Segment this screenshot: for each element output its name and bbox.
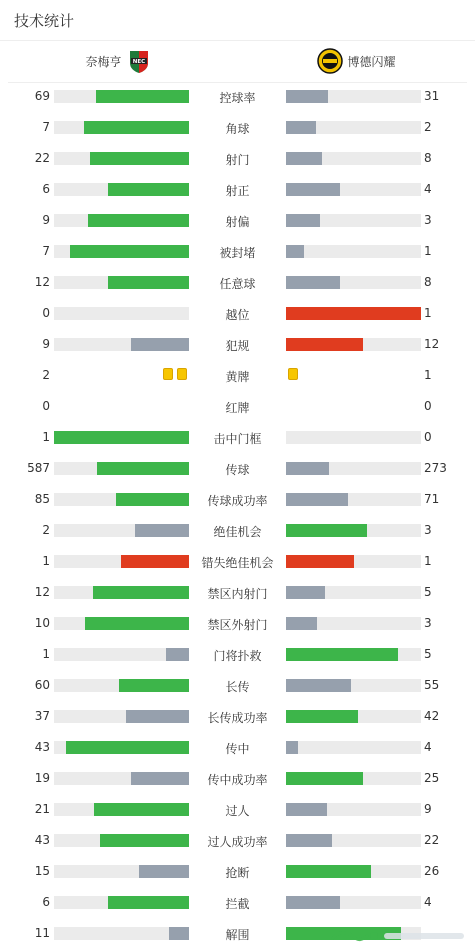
yellow-card-icon — [163, 368, 173, 380]
stat-label: 射正 — [225, 184, 250, 198]
home-stat-bar — [54, 927, 189, 940]
stat-label: 错失绝佳机会 — [201, 556, 274, 570]
home-stat-value: 7 — [42, 120, 50, 134]
home-stat-value: 6 — [42, 182, 50, 196]
stat-label: 越位 — [225, 308, 250, 322]
away-stat-bar-fill — [286, 865, 371, 878]
team-header — [0, 40, 475, 82]
stat-row — [0, 453, 475, 484]
stat-row — [0, 701, 475, 732]
stat-label: 解围 — [225, 928, 250, 942]
stat-row — [0, 484, 475, 515]
home-stat-value: 21 — [34, 802, 50, 816]
away-stat-bar-fill — [286, 307, 421, 320]
stat-row — [0, 732, 475, 763]
stat-label: 禁区内射门 — [207, 587, 268, 601]
away-stat-value: 31 — [424, 89, 440, 103]
stat-label: 过人 — [225, 804, 250, 818]
home-stat-value: 15 — [34, 864, 50, 878]
home-stat-bar — [54, 896, 189, 909]
home-stat-value: 7 — [42, 244, 50, 258]
stat-label: 禁区外射门 — [207, 618, 268, 632]
home-stat-value: 11 — [34, 926, 50, 940]
home-stat-bar — [54, 276, 189, 289]
home-stat-bar — [54, 338, 189, 351]
page-header — [0, 0, 475, 41]
away-stat-bar — [286, 741, 421, 754]
home-stat-value: 69 — [34, 89, 50, 103]
home-stat-value: 6 — [42, 895, 50, 909]
home-stat-bar — [54, 617, 189, 630]
away-stat-value: 4 — [424, 740, 432, 754]
home-stat-bar — [54, 555, 189, 568]
away-stat-value: 1 — [424, 554, 432, 568]
stat-label: 传球成功率 — [207, 494, 268, 508]
away-team-name: 博德闪耀 — [347, 54, 396, 69]
home-stat-bar-fill — [90, 152, 189, 165]
away-stat-value: 22 — [424, 833, 440, 847]
stat-row — [0, 174, 475, 205]
home-stat-value: 9 — [42, 337, 50, 351]
away-stat-value: 12 — [424, 337, 440, 351]
away-stat-value: 26 — [424, 864, 440, 878]
away-stat-bar-fill — [286, 152, 322, 165]
home-stat-bar-fill — [126, 710, 189, 723]
away-stat-value: 1 — [424, 368, 432, 382]
stat-label: 射偏 — [225, 215, 250, 229]
away-stat-value: 3 — [424, 523, 432, 537]
away-stat-bar-fill — [286, 90, 328, 103]
away-stat-bar-fill — [286, 338, 363, 351]
away-stat-value: 9 — [424, 802, 432, 816]
away-stat-bar — [286, 772, 421, 785]
away-stat-bar — [286, 90, 421, 103]
yellow-card-icon — [288, 368, 298, 380]
stat-row — [0, 670, 475, 701]
home-stat-bar-fill — [70, 245, 189, 258]
stat-row — [0, 546, 475, 577]
home-stat-value: 587 — [27, 461, 50, 475]
stat-row — [0, 856, 475, 887]
home-stat-bar — [54, 90, 189, 103]
stat-label: 长传成功率 — [207, 711, 268, 725]
away-stat-bar — [286, 865, 421, 878]
away-stat-value: 71 — [424, 492, 440, 506]
away-stat-bar — [286, 555, 421, 568]
away-stat-bar-fill — [286, 803, 327, 816]
away-stat-value: 5 — [424, 585, 432, 599]
away-stat-bar-fill — [286, 586, 325, 599]
away-stat-bar-fill — [286, 617, 317, 630]
away-stat-bar-fill — [286, 524, 367, 537]
home-stat-bar — [54, 710, 189, 723]
stat-row — [0, 577, 475, 608]
stat-label: 传球 — [225, 463, 250, 477]
home-stat-bar-fill — [93, 586, 189, 599]
watermark-icon — [330, 925, 470, 947]
page-title: 技术统计 — [14, 12, 75, 30]
stat-label: 传中成功率 — [207, 773, 268, 787]
home-stat-bar — [54, 431, 189, 444]
away-stat-bar — [286, 679, 421, 692]
away-stat-value: 273 — [424, 461, 447, 475]
home-stat-bar-fill — [139, 865, 189, 878]
stat-label: 控球率 — [219, 91, 256, 105]
away-stat-bar-fill — [286, 772, 363, 785]
away-stat-value: 5 — [424, 647, 432, 661]
stat-label: 击中门框 — [213, 432, 262, 446]
home-stat-bar — [54, 648, 189, 661]
home-stat-value: 12 — [34, 275, 50, 289]
away-stat-bar — [286, 431, 421, 444]
away-stat-bar-fill — [286, 276, 340, 289]
home-stat-value: 2 — [42, 368, 50, 382]
away-stat-bar — [286, 896, 421, 909]
stat-label: 红牌 — [225, 401, 250, 415]
home-team-logo-text: NEC — [132, 59, 145, 65]
stat-row — [0, 329, 475, 360]
away-stat-bar — [286, 245, 421, 258]
stat-row — [0, 143, 475, 174]
away-stat-bar — [286, 214, 421, 227]
home-stat-bar — [54, 493, 189, 506]
home-stat-value: 22 — [34, 151, 50, 165]
home-stat-bar-fill — [85, 617, 189, 630]
away-stat-bar — [286, 307, 421, 320]
home-stat-bar-fill — [108, 896, 189, 909]
home-stat-bar-fill — [94, 803, 189, 816]
home-stat-bar-fill — [135, 524, 189, 537]
away-stat-bar-fill — [286, 245, 304, 258]
stat-row — [0, 887, 475, 918]
away-stat-bar-fill — [286, 648, 398, 661]
home-stat-bar — [54, 803, 189, 816]
away-stat-bar — [286, 462, 421, 475]
away-stat-bar — [286, 803, 421, 816]
stat-row — [0, 639, 475, 670]
away-stat-bar — [286, 617, 421, 630]
away-stat-bar — [286, 152, 421, 165]
home-stat-bar-fill — [169, 927, 189, 940]
home-stat-value: 85 — [34, 492, 50, 506]
stat-label: 过人成功率 — [207, 835, 268, 849]
away-stat-value: 4 — [424, 895, 432, 909]
away-stat-bar-fill — [286, 679, 351, 692]
stat-label: 被封堵 — [219, 246, 256, 260]
away-stat-bar-fill — [286, 462, 329, 475]
stat-row — [0, 205, 475, 236]
stats-list — [0, 81, 475, 949]
home-stat-bar — [54, 245, 189, 258]
away-stat-value: 3 — [424, 616, 432, 630]
home-stat-bar — [54, 121, 189, 134]
away-cards — [286, 399, 421, 413]
away-stat-value: 4 — [424, 182, 432, 196]
home-stat-value: 43 — [34, 740, 50, 754]
stat-label: 角球 — [225, 122, 250, 136]
stat-row — [0, 608, 475, 639]
home-stat-bar — [54, 679, 189, 692]
stat-label: 长传 — [225, 680, 250, 694]
home-stat-bar-fill — [131, 772, 189, 785]
home-stat-value: 10 — [34, 616, 50, 630]
home-stat-bar-fill — [121, 555, 189, 568]
home-stat-bar — [54, 865, 189, 878]
away-stat-bar — [286, 710, 421, 723]
home-stat-bar-fill — [119, 679, 189, 692]
stat-row — [0, 825, 475, 856]
home-stat-bar — [54, 772, 189, 785]
home-stat-value: 2 — [42, 523, 50, 537]
away-stat-bar — [286, 648, 421, 661]
home-team[interactable] — [0, 40, 237, 82]
home-stat-bar-fill — [166, 648, 189, 661]
away-team-logo-icon — [317, 48, 343, 74]
yellow-card-icon — [177, 368, 187, 380]
home-stat-bar — [54, 586, 189, 599]
home-stat-value: 0 — [42, 306, 50, 320]
away-stat-bar — [286, 834, 421, 847]
home-stat-bar-fill — [100, 834, 189, 847]
away-stat-bar — [286, 586, 421, 599]
stat-row — [0, 763, 475, 794]
home-stat-value: 1 — [42, 647, 50, 661]
home-stat-value: 19 — [34, 771, 50, 785]
away-stat-bar — [286, 121, 421, 134]
home-stat-bar-fill — [131, 338, 189, 351]
stat-label: 任意球 — [219, 277, 256, 291]
away-stat-value: 1 — [424, 306, 432, 320]
away-team[interactable] — [238, 40, 475, 82]
stat-row — [0, 391, 475, 422]
home-stat-value: 12 — [34, 585, 50, 599]
away-cards — [286, 368, 421, 382]
away-stat-bar-fill — [286, 834, 332, 847]
home-stat-value: 60 — [34, 678, 50, 692]
away-stat-value: 42 — [424, 709, 440, 723]
away-stat-bar — [286, 183, 421, 196]
away-stat-value: 8 — [424, 151, 432, 165]
home-team-logo-icon — [126, 48, 152, 74]
home-stat-bar-fill — [66, 741, 189, 754]
away-stat-bar-fill — [286, 121, 316, 134]
home-stat-bar-fill — [116, 493, 189, 506]
away-stat-bar-fill — [286, 896, 340, 909]
home-stat-bar-fill — [88, 214, 189, 227]
stat-row — [0, 112, 475, 143]
away-stat-value: 0 — [424, 430, 432, 444]
stat-row — [0, 236, 475, 267]
stat-row — [0, 81, 475, 112]
stat-label: 抢断 — [225, 866, 250, 880]
stat-label: 犯规 — [225, 339, 250, 353]
stat-label: 传中 — [225, 742, 250, 756]
home-stat-value: 43 — [34, 833, 50, 847]
away-stat-bar — [286, 524, 421, 537]
away-stat-value: 2 — [424, 120, 432, 134]
home-stat-bar — [54, 152, 189, 165]
home-stat-bar — [54, 524, 189, 537]
home-stat-bar-fill — [108, 276, 189, 289]
home-stat-bar-fill — [54, 431, 189, 444]
away-stat-bar — [286, 276, 421, 289]
home-stat-value: 0 — [42, 399, 50, 413]
away-stat-value: 3 — [424, 213, 432, 227]
away-stat-value: 0 — [424, 399, 432, 413]
away-stat-bar-fill — [286, 741, 298, 754]
away-stat-bar-fill — [286, 493, 348, 506]
home-stat-bar-fill — [108, 183, 189, 196]
stat-row — [0, 422, 475, 453]
home-stat-bar — [54, 183, 189, 196]
home-stat-bar-fill — [96, 90, 189, 103]
away-stat-bar-fill — [286, 214, 320, 227]
away-stat-value: 1 — [424, 244, 432, 258]
home-stat-bar — [54, 307, 189, 320]
stat-label: 门将扑救 — [213, 649, 262, 663]
away-stat-bar — [286, 338, 421, 351]
stat-label: 绝佳机会 — [213, 525, 262, 539]
stat-row — [0, 515, 475, 546]
away-stat-value: 25 — [424, 771, 440, 785]
home-team-name: 奈梅亨 — [85, 54, 122, 69]
stat-row — [0, 794, 475, 825]
stat-label: 拦截 — [225, 897, 250, 911]
home-cards — [54, 399, 189, 413]
home-stat-value: 9 — [42, 213, 50, 227]
away-stat-bar-fill — [286, 183, 340, 196]
home-stat-value: 1 — [42, 554, 50, 568]
stat-label: 黄牌 — [225, 370, 250, 384]
home-stat-bar-fill — [84, 121, 189, 134]
home-stat-bar — [54, 741, 189, 754]
away-stat-value: 55 — [424, 678, 440, 692]
stat-row — [0, 267, 475, 298]
home-stat-bar — [54, 462, 189, 475]
home-stat-bar — [54, 214, 189, 227]
home-cards — [54, 368, 189, 382]
home-stat-value: 37 — [34, 709, 50, 723]
home-stat-bar — [54, 834, 189, 847]
away-stat-bar-fill — [286, 555, 354, 568]
away-stat-value: 8 — [424, 275, 432, 289]
home-stat-bar-fill — [97, 462, 189, 475]
stat-label: 射门 — [225, 153, 250, 167]
home-stat-value: 1 — [42, 430, 50, 444]
stat-row — [0, 298, 475, 329]
away-stat-bar-fill — [286, 710, 358, 723]
away-stat-bar — [286, 493, 421, 506]
stat-row — [0, 360, 475, 391]
